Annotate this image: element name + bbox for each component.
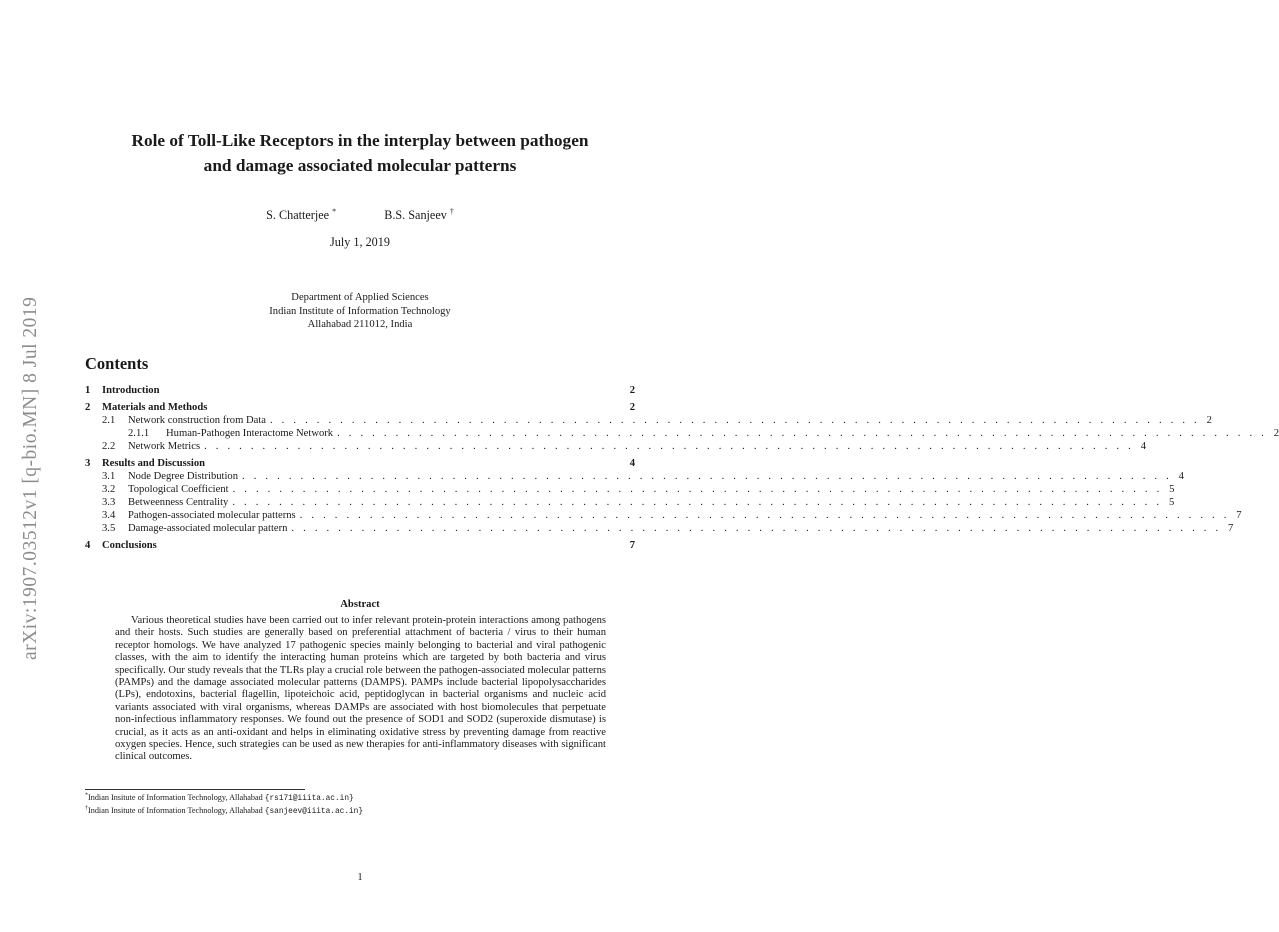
toc-entry-page: 4 <box>629 458 635 469</box>
toc-entry-label: Pathogen-associated molecular patterns <box>128 510 296 521</box>
page-number: 1 <box>357 872 363 883</box>
toc-entry-label: Conclusions <box>102 540 157 551</box>
affiliation <box>0 291 720 332</box>
toc-entry[interactable] <box>85 522 1234 535</box>
toc-leader-dots: . . . . . . . . . . . . . . . . . . . . . . . . . . . . . . . . . . . . . . . . . . . . . . . . . . . . . . . . . . . . . . . . . . . . . . . . . . . . . . . . <box>299 510 1230 521</box>
author-name: S. Chatterjee <box>266 208 330 223</box>
toc-entry-page: 7 <box>1228 523 1234 534</box>
abstract-heading: Abstract <box>340 599 380 610</box>
paper-title <box>85 128 635 178</box>
author-footnote-mark: * <box>332 207 337 216</box>
toc-entry-label: Network construction from Data <box>128 415 266 426</box>
author-name: B.S. Sanjeev <box>384 208 447 223</box>
toc-entry-number: 2.2 <box>102 441 116 452</box>
toc-entry-label: Topological Coefficient <box>128 484 229 495</box>
toc-entry[interactable] <box>85 496 1175 509</box>
toc-entry-label: Node Degree Distribution <box>128 471 239 482</box>
author-list <box>0 207 720 223</box>
toc-entry-number: 3 <box>85 458 91 469</box>
contents-heading: Contents <box>85 354 149 373</box>
footnote-mark: * <box>85 792 88 799</box>
footnote-1 <box>85 792 363 805</box>
toc-entry-page: 4 <box>1140 441 1146 452</box>
toc-leader-dots: . . . . . . . . . . . . . . . . . . . . . . . . . . . . . . . . . . . . . . . . . . . . . . . . . . . . . . . . . . . . . . . . . . . . . . . . . . . . . . . . <box>232 484 1163 495</box>
toc-leader-dots: . . . . . . . . . . . . . . . . . . . . . . . . . . . . . . . . . . . . . . . . . . . . . . . . . . . . . . . . . . . . . . . . . . . . . . . . . . . . . . . . <box>291 523 1222 534</box>
toc-entry-number: 3.1 <box>102 471 116 482</box>
toc-leader-dots: . . . . . . . . . . . . . . . . . . . . . . . . . . . . . . . . . . . . . . . . . . . . . . . . . . . . . . . . . . . . . . . . . . . . . . . . . . . . . . . . <box>337 428 1267 439</box>
toc-entry-number: 3.4 <box>102 510 116 521</box>
toc-entry[interactable] <box>85 427 1279 440</box>
toc-entry-label: Network Metrics <box>128 441 201 452</box>
toc-entry-label: Introduction <box>102 385 160 396</box>
toc-entry-label: Results and Discussion <box>102 458 206 469</box>
toc-entry-number: 2.1.1 <box>128 428 150 439</box>
toc-entry-label: Human-Pathogen Interactome Network <box>166 428 334 439</box>
affiliation-institute: Indian Institute of Information Technology <box>269 305 451 317</box>
table-of-contents <box>85 384 1279 552</box>
toc-entry-number: 3.2 <box>102 484 116 495</box>
publication-date: July 1, 2019 <box>330 235 390 249</box>
toc-entry-page: 2 <box>629 385 635 396</box>
footnote-email[interactable]: {rs171@iiita.ac.in} <box>264 795 354 803</box>
toc-entry[interactable] <box>85 483 1175 496</box>
affiliation-department: Department of Applied Sciences <box>291 292 429 303</box>
toc-leader-dots: . . . . . . . . . . . . . . . . . . . . . . . . . . . . . . . . . . . . . . . . . . . . . . . . . . . . . . . . . . . . . . . . . . . . . . . . . . . . . . . . <box>232 497 1163 508</box>
author-1 <box>266 207 336 223</box>
toc-leader-dots: . . . . . . . . . . . . . . . . . . . . . . . . . . . . . . . . . . . . . . . . . . . . . . . . . . . . . . . . . . . . . . . . . . . . . . . . . . . . . . . . <box>204 441 1134 452</box>
toc-entry[interactable] <box>85 384 635 397</box>
toc-entry-label: Damage-associated molecular pattern <box>128 523 288 534</box>
footnotes <box>85 792 363 818</box>
toc-entry-label: Materials and Methods <box>102 402 208 413</box>
toc-entry-number: 2 <box>85 402 91 413</box>
toc-entry-number: 4 <box>85 540 91 551</box>
footnote-mark: † <box>85 805 88 812</box>
toc-entry[interactable] <box>85 509 1242 522</box>
toc-entry[interactable] <box>85 414 1212 427</box>
toc-entry-page: 7 <box>1236 510 1242 521</box>
toc-entry-number: 2.1 <box>102 415 116 426</box>
affiliation-city: Allahabad 211012, India <box>307 319 413 330</box>
toc-entry-number: 1 <box>85 385 91 396</box>
footnote-text: Indian Insitute of Information Technology, Allahabad <box>88 793 265 802</box>
arxiv-identifier-stamp: arXiv:1907.03512v1 [q-bio.MN] 8 Jul 2019 <box>20 296 41 660</box>
author-2 <box>384 207 454 223</box>
toc-entry[interactable] <box>85 401 635 414</box>
title-line-2: and damage associated molecular patterns <box>203 156 517 175</box>
title-line-1: Role of Toll-Like Receptors in the interplay between pathogen <box>131 131 589 150</box>
footnote-rule <box>85 789 305 790</box>
toc-entry-label: Betweenness Centrality <box>128 497 229 508</box>
toc-entry-number: 3.5 <box>102 523 116 534</box>
toc-entry[interactable] <box>85 470 1184 483</box>
footnote-text: Indian Insitute of Information Technology, Allahabad <box>88 806 265 815</box>
toc-leader-dots: . . . . . . . . . . . . . . . . . . . . . . . . . . . . . . . . . . . . . . . . . . . . . . . . . . . . . . . . . . . . . . . . . . . . . . . . . . . . . . . . <box>269 415 1200 426</box>
toc-entry-page: 4 <box>1178 471 1184 482</box>
toc-entry[interactable] <box>85 539 635 552</box>
footnote-2 <box>85 805 363 818</box>
toc-entry[interactable] <box>85 440 1146 453</box>
toc-entry-page: 2 <box>629 402 635 413</box>
toc-entry-page: 2 <box>1273 428 1279 439</box>
footnote-email[interactable]: {sanjeev@iiita.ac.in} <box>264 808 364 816</box>
abstract-text: Various theoretical studies have been carried out to infer relevant protein-protein interactions among pathogens and their hosts. Such studies are generally based on preferential attachment of bacteria / virus to their human receptor homologs. We have analyzed 17 pathogenic species mainly belonging to bacterial and viral pathogenic classes, with the aim to identify the interacting human proteins which are targeted by both bacteria and virus specifically. Our study reveals that the TLRs play a crucial role between the pathogen-associated molecular patterns (PAMPs) and the damage associated molecular patterns (DAMPS). PAMPs include bacterial lipopolysaccharides (LPs), endotoxins, bacterial flagellin, lipoteichoic acid, peptidoglycan in bacterial organisms and nucleic acid variants associated with viral organisms, whereas DAMPs are associated with host biomolecules that perpetuate non-infectious inflammatory responses. We found out the presence of SOD1 and SOD2 (superoxide dismutase) is crucial, as it acts as an anti-oxidant and helps in eliminating oxidative stress by preventing damage from reactive oxygen species. Hence, such strategies can be used as new therapies for anti-inflammatory diseases with significant clinical outcomes. <box>115 615 606 763</box>
toc-entry-page: 2 <box>1206 415 1212 426</box>
author-footnote-mark: † <box>449 207 454 216</box>
toc-entry-number: 3.3 <box>102 497 116 508</box>
toc-entry[interactable] <box>85 457 635 470</box>
toc-entry-page: 5 <box>1169 484 1175 495</box>
toc-entry-page: 7 <box>629 540 635 551</box>
toc-entry-page: 5 <box>1168 497 1175 508</box>
toc-leader-dots: . . . . . . . . . . . . . . . . . . . . . . . . . . . . . . . . . . . . . . . . . . . . . . . . . . . . . . . . . . . . . . . . . . . . . . . . . . . . . . . . <box>242 471 1172 482</box>
